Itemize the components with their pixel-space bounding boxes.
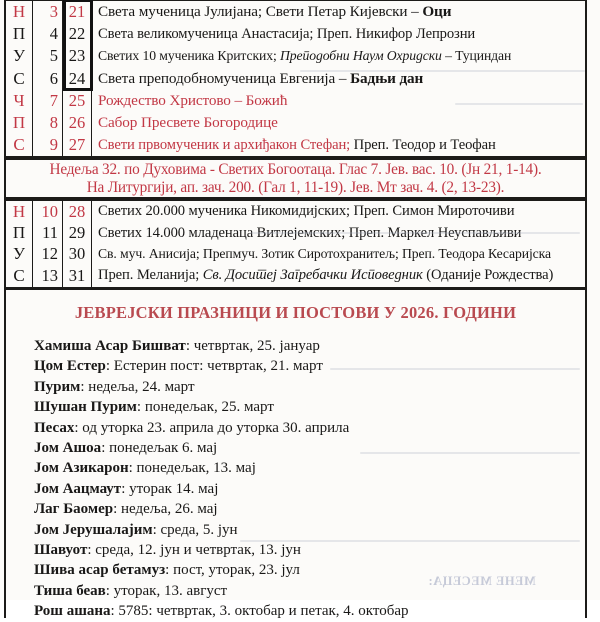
gregorian-date-cell: 31 xyxy=(63,265,92,286)
feast-text-segment: Сабор Пресвете Богородице xyxy=(98,114,278,132)
calendar-row xyxy=(6,90,585,112)
feast-text-segment: Оци xyxy=(422,3,452,21)
holiday-name: Рош ашана xyxy=(34,603,111,620)
feast-text-cell xyxy=(92,26,585,43)
holiday-item xyxy=(34,336,585,356)
feast-text-cell xyxy=(92,114,585,132)
holiday-date: : пост, уторак, 23. јул xyxy=(165,562,300,579)
calendar-row xyxy=(6,265,585,286)
julian-date-cell: 5 xyxy=(33,45,63,67)
feast-text-segment: Света преподобномученица Евгенија – xyxy=(98,69,351,87)
holiday-date: : 5785: четвртак, 3. октобар и петак, 4. октобар xyxy=(110,603,409,620)
feast-text-segment: Светих 20.000 мученика Никомидијских; Преп. Симон Мироточиви xyxy=(98,203,515,220)
julian-date-cell: 13 xyxy=(33,265,63,286)
julian-date-cell: 7 xyxy=(33,90,63,112)
gregorian-date-cell: 23 xyxy=(63,45,92,67)
feast-text-segment: (Оданије Рождества) xyxy=(422,267,554,284)
feast-text-segment: Преп. Теодор и Теофан xyxy=(353,136,496,153)
holiday-item xyxy=(34,601,585,621)
feast-text-segment: Св. муч. Анисија; Препмуч. Зотик Сиротохранитељ; Преп. Теодора Кесаријска xyxy=(98,246,551,262)
holiday-item xyxy=(34,397,585,417)
day-letter-cell: С xyxy=(6,134,33,156)
calendar-row xyxy=(6,244,585,265)
julian-date-cell: 12 xyxy=(33,244,63,265)
feast-text-cell xyxy=(92,137,585,154)
holiday-item xyxy=(34,540,585,560)
holiday-name: Лаг Баомер xyxy=(34,501,114,518)
feast-text-cell xyxy=(92,70,585,88)
feast-text-segment: Преп. Меланија; xyxy=(98,267,203,284)
feast-text-segment: Свети првомученик и архиђакон Стефан; xyxy=(98,136,354,153)
gregorian-date-cell: 28 xyxy=(63,201,92,222)
holiday-name: Шавуот xyxy=(34,542,88,559)
calendar-row xyxy=(6,68,585,90)
feast-text-segment: Светих 14.000 младенаца Витлејемских; Преп. Маркел Неуспављиви xyxy=(98,224,522,241)
gregorian-date-cell: 29 xyxy=(63,222,92,243)
calendar-table-week1 xyxy=(4,0,587,158)
day-letter-cell: С xyxy=(6,265,33,286)
holiday-date: : недеља, 26. мај xyxy=(113,501,218,518)
holiday-name: Тиша беав xyxy=(34,582,106,599)
feast-text-segment: Бадњи дан xyxy=(350,69,424,87)
holiday-item xyxy=(34,581,585,601)
julian-date-cell: 6 xyxy=(33,68,63,90)
holiday-name: Хамиша Асар Бишват xyxy=(34,338,186,354)
holiday-item xyxy=(34,458,585,478)
julian-date-cell: 4 xyxy=(33,23,63,45)
holiday-name: Јом Јерушалајим xyxy=(34,521,153,538)
holiday-date: : понедељак 6. мај xyxy=(101,440,218,457)
feast-text-segment: Света великомученица Анастасија; Преп. Никифор Лепрозни xyxy=(98,25,476,42)
holiday-date: : среда, 5. јун xyxy=(152,521,238,538)
feast-text-segment: Преподобни Наум Охридски xyxy=(280,48,442,64)
gregorian-date-cell: 30 xyxy=(63,244,92,265)
calendar-row xyxy=(6,112,585,134)
calendar-row xyxy=(6,201,585,222)
feast-text-cell xyxy=(92,48,585,64)
feast-text-segment: Светих 10 мученика Критских; xyxy=(98,48,280,64)
feast-text-segment: Света мученица Јулијана; Свети Петар Кијевски – xyxy=(98,3,423,21)
feast-text-segment: – Туциндан xyxy=(441,48,512,64)
feast-text-cell xyxy=(92,267,585,284)
feast-text-segment: Рождество Христово – Божић xyxy=(98,91,288,109)
gregorian-date-cell: 27 xyxy=(63,134,92,156)
holiday-name: Јом Аацмаут xyxy=(34,480,122,497)
holiday-item xyxy=(34,377,585,397)
julian-date-cell: 10 xyxy=(33,201,63,222)
day-letter-cell: Ч xyxy=(6,90,33,112)
holiday-date: : Естерин пост: четвртак, 21. март xyxy=(105,358,323,375)
julian-date-cell: 8 xyxy=(33,112,63,134)
julian-date-cell: 3 xyxy=(33,1,63,23)
liturgical-note xyxy=(4,158,587,199)
jewish-holidays-title: ЈЕВРЕЈСКИ ПРАЗНИЦИ И ПОСТОВИ У 2026. ГОДИНИ xyxy=(74,303,517,322)
holiday-name: Цом Естер xyxy=(34,358,106,375)
holiday-item xyxy=(34,418,585,438)
day-letter-cell: П xyxy=(6,112,33,134)
calendar-row xyxy=(6,222,585,243)
feast-text-cell xyxy=(92,246,585,262)
feast-text-cell xyxy=(92,203,585,220)
feast-text-cell xyxy=(92,225,585,242)
holiday-date: : од уторка 23. априла до уторка 30. априла xyxy=(74,419,350,436)
bleed-through-text: МЕНЕ МЕСЕЦА: xyxy=(428,574,536,588)
gregorian-date-cell: 26 xyxy=(63,112,92,134)
holiday-item xyxy=(34,499,585,519)
holiday-item xyxy=(34,479,585,499)
jewish-holidays-list xyxy=(34,336,585,622)
gregorian-date-cell: 24 xyxy=(63,68,92,90)
gregorian-date-cell: 21 xyxy=(63,1,92,23)
holiday-name: Шива асар бетамуз xyxy=(34,562,166,579)
gregorian-date-cell: 25 xyxy=(63,90,92,112)
julian-date-cell: 9 xyxy=(33,134,63,156)
day-letter-cell: П xyxy=(6,222,33,243)
holiday-date: : уторак 14. мај xyxy=(121,480,219,497)
calendar-row xyxy=(6,1,585,23)
holiday-date: : среда, 12. јун и четвртак, 13. јун xyxy=(87,542,301,559)
holiday-date: : уторак, 13. август xyxy=(105,582,228,599)
day-letter-cell: У xyxy=(6,45,33,67)
holiday-date: : четвртак, 25. јануар xyxy=(185,338,320,354)
day-letter-cell: П xyxy=(6,23,33,45)
holiday-name: Пурим xyxy=(34,378,81,395)
calendar-table-week2 xyxy=(4,199,587,289)
day-letter-cell: Н xyxy=(6,201,33,222)
holiday-item xyxy=(34,356,585,376)
feast-text-cell xyxy=(92,3,585,21)
holiday-date: : понедељак, 25. март xyxy=(136,399,274,416)
holiday-name: Песах xyxy=(34,419,75,436)
holiday-name: Шушан Пурим xyxy=(34,399,137,416)
julian-date-cell: 11 xyxy=(33,222,63,243)
holiday-name: Јом Азикарон xyxy=(34,460,129,477)
holiday-date: : недеља, 24. март xyxy=(80,378,195,395)
holiday-item xyxy=(34,438,585,458)
holiday-date: : понедељак, 13. мај xyxy=(128,460,256,477)
jewish-holidays-section xyxy=(4,288,587,618)
day-letter-cell: С xyxy=(6,68,33,90)
liturgical-note-line2: На Литургији, ап. зач. 200. (Гал 1, 11-19). Јев. Мт зач. 4. (2, 13-23). xyxy=(86,178,505,196)
calendar-row xyxy=(6,23,585,45)
day-letter-cell: Н xyxy=(6,1,33,23)
calendar-row xyxy=(6,134,585,156)
holiday-item xyxy=(34,560,585,580)
feast-text-cell xyxy=(92,92,585,110)
day-letter-cell: У xyxy=(6,244,33,265)
calendar-row xyxy=(6,45,585,67)
holiday-item xyxy=(34,520,585,540)
holiday-name: Јом Ашоа xyxy=(34,440,102,457)
gregorian-date-cell: 22 xyxy=(63,23,92,45)
liturgical-note-line1: Недеља 32. по Духовима - Светих Богоотаца. Глас 7. Јев. вас. 10. (Јн 21, 1-14). xyxy=(49,160,542,178)
feast-text-segment: Св. Доситеј Загребачки Исповедник xyxy=(202,267,423,284)
